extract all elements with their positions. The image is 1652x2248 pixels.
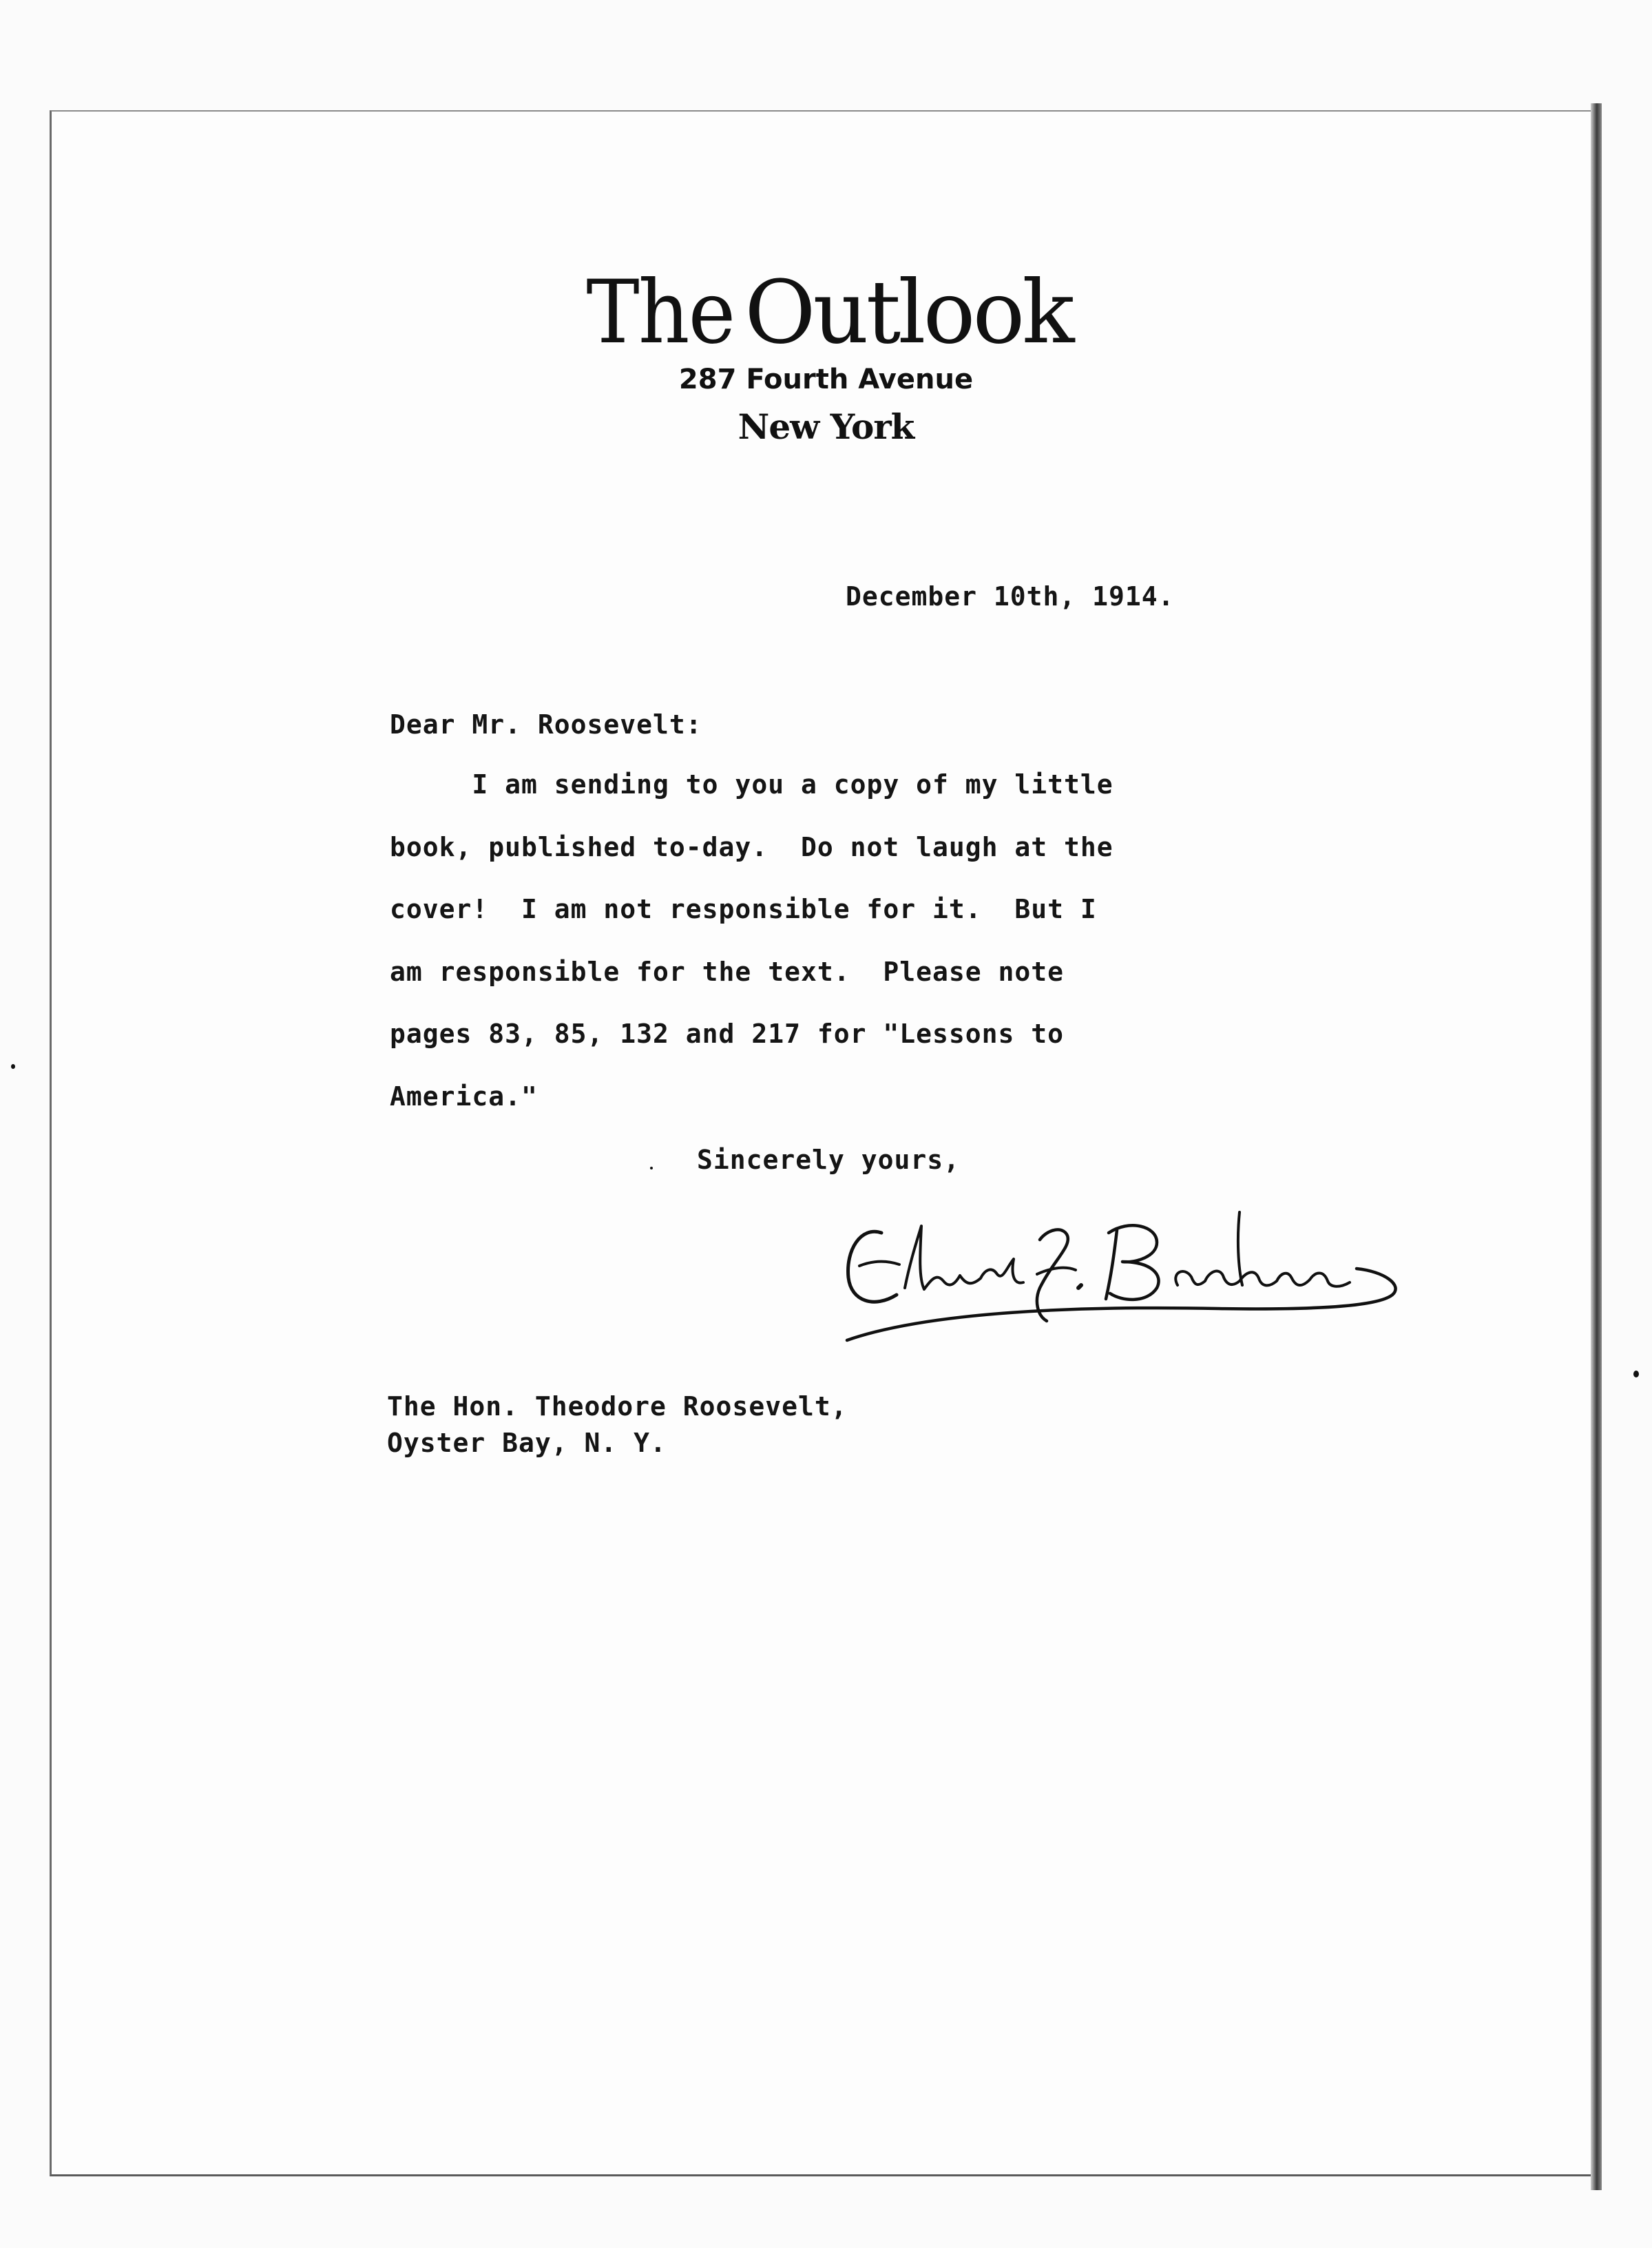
dust-speck [1633,1371,1639,1377]
handwritten-signature [833,1185,1412,1350]
salutation: Dear Mr. Roosevelt: [390,709,702,740]
letter-date: December 10th, 1914. [846,581,1175,612]
body-line: pages 83, 85, 132 and 217 for "Lessons to [390,1019,1064,1049]
body-line: America." [390,1081,538,1112]
dust-speck [11,1064,15,1069]
body-line: am responsible for the text. Please note [390,957,1064,987]
letterhead-title [0,262,1652,363]
letterhead-name-main: Outlook [744,262,1072,363]
body-line: I am sending to you a copy of my little [390,769,1113,800]
dust-speck [650,1167,653,1169]
recipient-location: Oyster Bay, N. Y. [387,1428,667,1458]
letterhead-name-prefix: The [586,262,735,363]
letterhead-city: New York [738,406,914,447]
letterhead-address: 287 Fourth Avenue [678,364,974,395]
closing: Sincerely yours, [697,1145,961,1175]
body-line: cover! I am not responsible for it. But I [390,894,1097,924]
body-line: book, published to-day. Do not laugh at the [390,832,1113,862]
recipient-name: The Hon. Theodore Roosevelt, [387,1391,848,1422]
